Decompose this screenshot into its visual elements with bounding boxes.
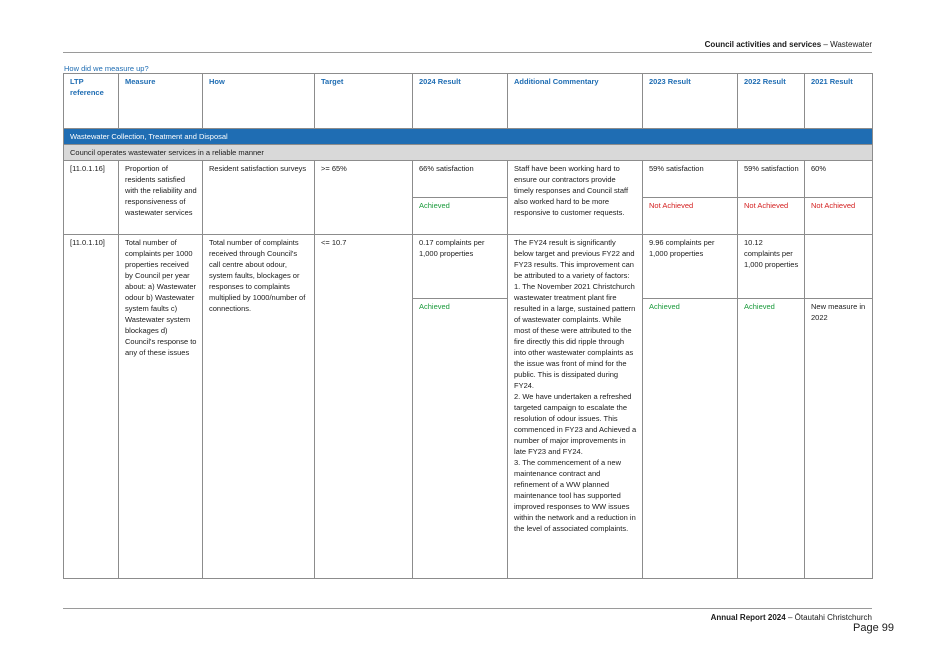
ltp-reference: [11.0.1.16]	[64, 161, 119, 235]
status-2024: Achieved	[413, 198, 508, 235]
status-2022: Not Achieved	[738, 198, 805, 235]
running-footer	[711, 613, 872, 622]
result-2022: 10.12 complaints per 1,000 properties	[738, 235, 805, 299]
running-header	[705, 40, 872, 49]
col-2021-result: 2021 Result	[805, 74, 873, 129]
commentary-text: The FY24 result is significantly below target and previous FY22 and FY23 results. This improvement can be attributed to a variety of factors: 1. The November 2021 Christchurch wastewater treatment plant fire resulted in a large, sustained pattern of wastewater complaints. While most of these were attributed to the fire directly this did ripple through into other wastewater complaints as the issue was front of mind for the public. This is dissipated during FY24. 2. We have undertaken a refreshed targeted campaign to escalate the resolution of odour issues. This commenced in FY23 and Achieved a number of major improvements in late FY23 and FY24. 3. The commencement of a new maintenance contract and refinement of a WW planned maintenance tool has supported improved responses to WW issues within the network and a reduction in the level of associated complaints.	[508, 235, 643, 579]
group-band: Council operates wastewater services in a reliable manner	[64, 145, 873, 161]
measure-text: Total number of complaints per 1000 properties received by Council per year about: a) Wastewater odour b) Wastewater system faults c) Wastewater system blockages d) Council's response to any of these issues	[119, 235, 203, 579]
result-2021	[805, 235, 873, 299]
target-value: <= 10.7	[315, 235, 413, 579]
col-2023-result: 2023 Result	[643, 74, 738, 129]
header-rule	[63, 52, 872, 53]
header-separator: –	[821, 40, 831, 49]
how-text: Total number of complaints received through Council's call centre about odour, system faults, blockages or responses to complaints multiplied by 1000/number of connections.	[203, 235, 315, 579]
header-activity: Wastewater	[830, 40, 872, 49]
status-2023: Achieved	[643, 299, 738, 579]
header-section: Council activities and services	[704, 40, 822, 49]
result-2024: 66% satisfaction	[413, 161, 508, 198]
footer-separator: –	[785, 613, 795, 622]
result-2022: 59% satisfaction	[738, 161, 805, 198]
section-band: Wastewater Collection, Treatment and Disposal	[64, 129, 873, 145]
commentary-text: Staff have been working hard to ensure our contractors provide timely responses and Council staff also worked hard to be more responsive to customer requests.	[508, 161, 643, 235]
status-2021: Not Achieved	[805, 198, 873, 235]
status-2021: New measure in 2022	[805, 299, 873, 579]
status-2022: Achieved	[738, 299, 805, 579]
performance-table	[63, 73, 873, 579]
target-value: >= 65%	[315, 161, 413, 235]
group-band-row	[64, 145, 873, 161]
col-target: Target	[315, 74, 413, 129]
section-band-row	[64, 129, 873, 145]
header-row	[64, 74, 873, 129]
status-2024: Achieved	[413, 299, 508, 579]
table-row	[64, 235, 873, 299]
status-2023: Not Achieved	[643, 198, 738, 235]
footer-rule	[63, 608, 872, 609]
table-row	[64, 161, 873, 198]
col-how: How	[203, 74, 315, 129]
how-text: Resident satisfaction surveys	[203, 161, 315, 235]
result-2024: 0.17 complaints per 1,000 properties	[413, 235, 508, 299]
footer-report: Annual Report 2024	[710, 613, 786, 622]
result-2023: 9.96 complaints per 1,000 properties	[643, 235, 738, 299]
col-2022-result: 2022 Result	[738, 74, 805, 129]
col-ltp-reference: LTP reference	[64, 74, 119, 129]
table-caption: How did we measure up?	[64, 64, 149, 73]
col-2024-result: 2024 Result	[413, 74, 508, 129]
page-number: Page 99	[853, 622, 894, 634]
footer-city: Ōtautahi Christchurch	[794, 613, 872, 622]
col-additional-commentary: Additional Commentary	[508, 74, 643, 129]
ltp-reference: [11.0.1.10]	[64, 235, 119, 579]
result-2023: 59% satisfaction	[643, 161, 738, 198]
measure-text: Proportion of residents satisfied with the reliability and responsiveness of wastewater services	[119, 161, 203, 235]
result-2021: 60%	[805, 161, 873, 198]
col-measure: Measure	[119, 74, 203, 129]
